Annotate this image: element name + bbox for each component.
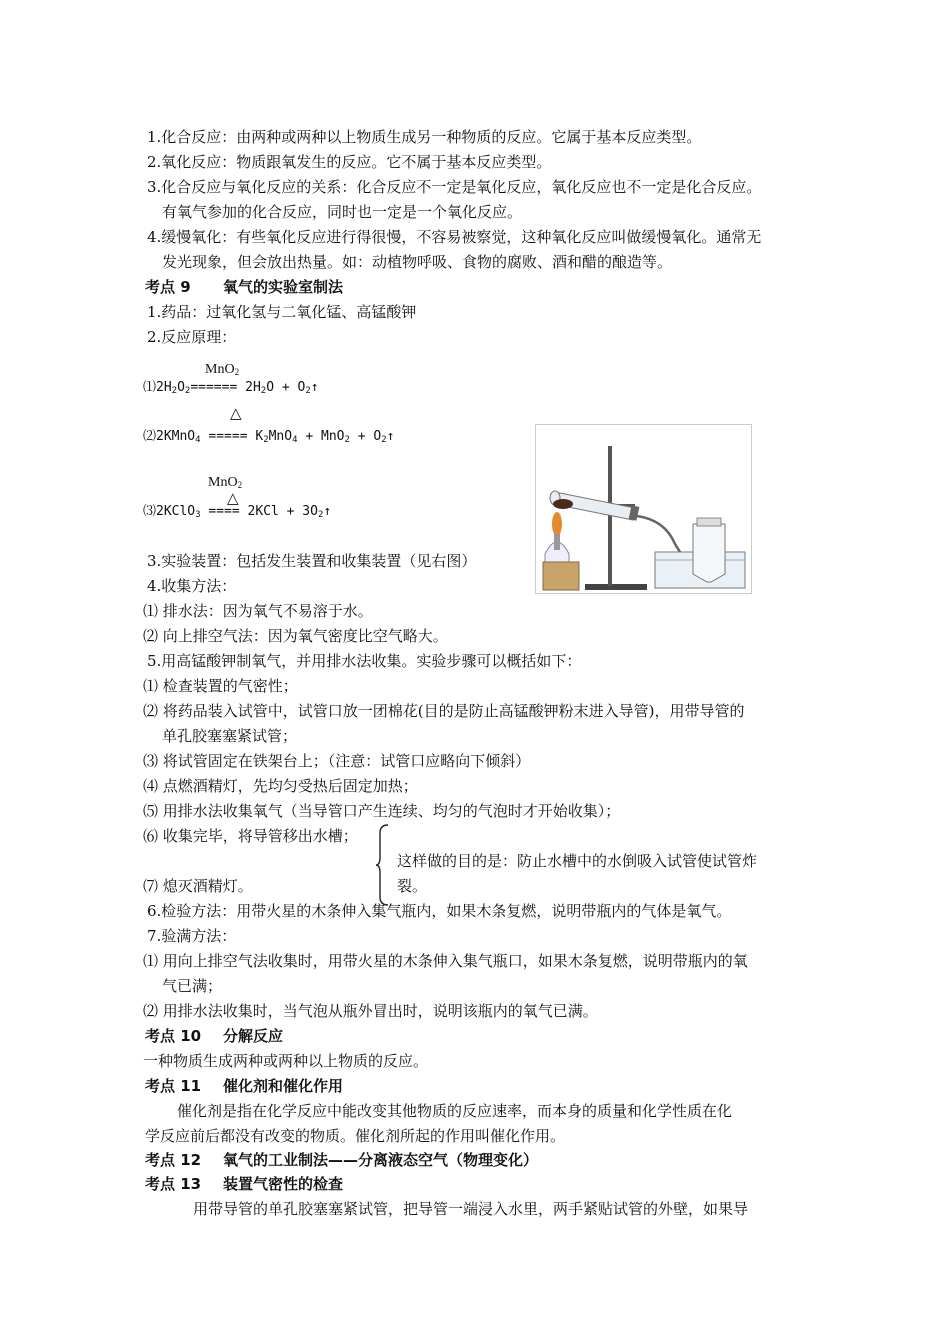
text-line: ⑴ 用向上排空气法收集时，用带火星的木条伸入集气瓶口，如果木条复燃，说明带瓶内的氧 [143,952,748,970]
text-line: 4.收集方法： [147,577,237,595]
heat-symbol: △ [230,404,242,422]
text-line: ⑵ 向上排空气法：因为氧气密度比空气略大。 [143,627,448,645]
brace-icon [374,823,394,907]
section-heading [145,1174,343,1194]
text-line: 1.药品：过氧化氢与二氧化锰、高锰酸钾 [147,303,417,321]
heading-number: 考点 9 [145,278,191,296]
text-line: ⑹ 收集完毕，将导管移出水槽； [143,827,358,845]
text-line: 用带导管的单孔胶塞塞紧试管，把导管一端浸入水里，两手紧贴试管的外壁，如果导 [193,1200,749,1218]
text-line: ⑸ 用排水法收集氧气（当导管口产生连续、均匀的气泡时才开始收集）； [143,802,621,820]
text-line: ⑴ 排水法：因为氧气不易溶于水。 [143,602,373,620]
heading-title: 装置气密性的检查 [223,1175,344,1193]
text-line: 裂。 [397,877,428,895]
gas-bottle [693,518,725,582]
equation-2: ⑵2KMnO$_4$ ===== $K_2MnO_4 + MnO_2$ + $O_2↑$ [143,429,395,445]
text-line: 6.检验方法：用带火星的木条伸入集气瓶内，如果木条复燃，说明带瓶内的气体是氧气。 [147,902,732,920]
text-line: 7.验满方法： [147,927,237,945]
text-line: ⑴ 检查装置的气密性； [143,677,298,695]
text-line: 有氧气参加的化合反应，同时也一定是一个氧化反应。 [162,203,523,221]
section-heading [145,1076,343,1096]
catalyst-label: MnO$_2$ [208,475,243,490]
catalyst-label: MnO$_2$ [205,362,240,377]
heading-title: 分解反应 [223,1027,284,1045]
text-line: 2.反应原理： [147,328,237,346]
text-line: ⑵ 用排水法收集时，当气泡从瓶外冒出时，说明该瓶内的氧气已满。 [143,1002,598,1020]
heading-number: 考点 12 [145,1151,202,1169]
text-line: ⑷ 点燃酒精灯，先均匀受热后固定加热； [143,777,418,795]
heat-symbol: △ [227,489,239,507]
text-line: 5.用高锰酸钾制氧气，并用排水法收集。实验步骤可以概括如下： [147,652,582,670]
section-heading [145,1026,283,1046]
text-line: 4.缓慢氧化：有些氧化反应进行得很慢，不容易被察觉，这种氧化反应叫做缓慢氧化。通常无 [147,228,762,246]
text-line: 催化剂是指在化学反应中能改变其他物质的反应速率，而本身的质量和化学性质在化 [177,1102,733,1120]
text-line: ⑺ 熄灭酒精灯。 [143,877,253,895]
section-heading [145,1150,538,1170]
text-line: 单孔胶塞塞紧试管； [162,727,298,745]
text-line: 1.化合反应：由两种或两种以上物质生成另一种物质的反应。它属于基本反应类型。 [147,128,702,146]
text-line: 发光现象，但会放出热量。如：动植物呼吸、食物的腐败、酒和醋的酿造等。 [162,253,673,271]
heading-number: 考点 10 [145,1027,202,1045]
text-line: 学反应前后都没有改变的物质。催化剂所起的作用叫催化作用。 [145,1127,566,1145]
text-line: 气已满； [162,977,223,995]
equation-3: ⑶2KClO$_3$ ==== $2KCl + 3O_2↑$ [143,504,332,520]
heading-number: 考点 13 [145,1175,202,1193]
text-line: 这样做的目的是：防止水槽中的水倒吸入试管使试管炸 [397,852,758,870]
text-line: 一种物质生成两种或两种以上物质的反应。 [143,1052,429,1070]
text-line: ⑵ 将药品装入试管中，试管口放一团棉花(目的是防止高锰酸钾粉末进入导管)，用带导管的 [143,702,745,720]
heading-title: 氧气的实验室制法 [223,278,344,296]
equation-1: $⑴2H_2O_2====== 2H_2O$ + $O_2↑$ [143,380,319,396]
text-line: ⑶ 将试管固定在铁架台上；（注意：试管口应略向下倾斜） [143,752,531,770]
text-line: 2.氧化反应：物质跟氧发生的反应。它不属于基本反应类型。 [147,153,552,171]
oxygen-apparatus-figure [535,424,752,594]
text-line: 3.实验装置：包括发生装置和收集装置（见右图） [147,552,477,570]
heading-title: 催化剂和催化作用 [223,1077,344,1095]
section-heading [145,277,343,297]
heading-title: 氧气的工业制法——分离液态空气（物理变化） [223,1151,539,1169]
text-line: 3.化合反应与氧化反应的关系：化合反应不一定是氧化反应，氧化反应也不一定是化合反应。 [147,178,762,196]
heading-number: 考点 11 [145,1077,202,1095]
